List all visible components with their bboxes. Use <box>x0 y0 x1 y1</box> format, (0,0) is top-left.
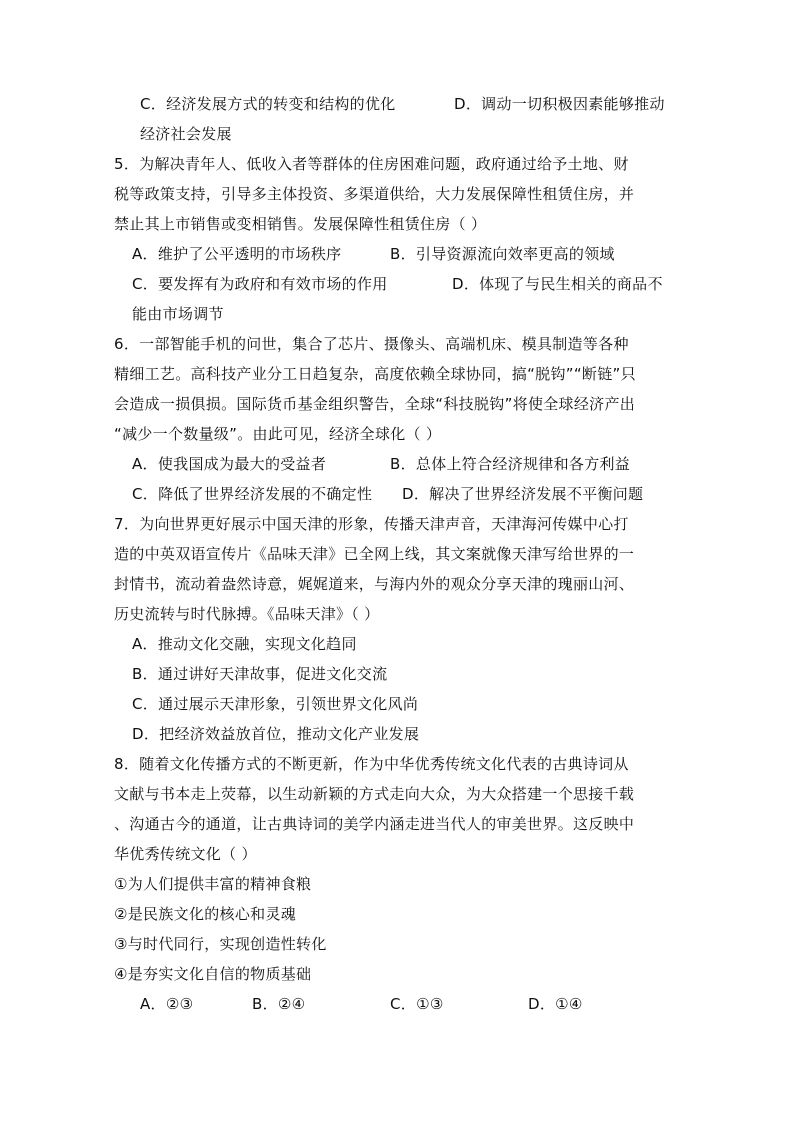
q8-option-b[interactable]: B．②④ <box>252 995 306 1013</box>
q5-option-b[interactable]: B．引导资源流向效率更高的领域 <box>390 245 615 263</box>
q4-option-d[interactable]: D．调动一切积极因素能够推动 <box>454 95 665 113</box>
q8-item-4: ④是夯实文化自信的物质基础 <box>114 965 312 983</box>
q8-stem-line-3: 、沟通古今的通道，让古典诗词的美学内涵走进当代人的审美世界。这反映中 <box>114 815 635 833</box>
q4-option-c[interactable]: C．经济发展方式的转变和结构的优化 <box>140 95 396 113</box>
q8-item-1: ①为人们提供丰富的精神食粮 <box>114 875 312 893</box>
q6-option-a[interactable]: A．使我国成为最大的受益者 <box>132 455 327 473</box>
q6-stem-line-2: 精细工艺。高科技产业分工日趋复杂，高度依赖全球协同，搞“脱钩”“断链”只 <box>114 365 636 383</box>
q5-option-d-continued: 能由市场调节 <box>132 305 224 323</box>
q5-stem-line-3: 禁止其上市销售或变相销售。发展保障性租赁住房（ ） <box>114 215 487 233</box>
q7-option-b[interactable]: B．通过讲好天津故事，促进文化交流 <box>132 665 388 683</box>
q6-stem-line-3: 会造成一损俱损。国际货币基金组织警告，全球“科技脱钩”将使全球经济产出 <box>114 395 636 413</box>
q5-stem-line-1: 5．为解决青年人、低收入者等群体的住房困难问题，政府通过给予土地、财 <box>114 155 629 173</box>
q8-item-3: ③与时代同行，实现创造性转化 <box>114 935 327 953</box>
q8-option-a[interactable]: A．②③ <box>140 995 194 1013</box>
q7-stem-line-2: 造的中英双语宣传片《品味天津》已全网上线，其文案就像天津写给世界的一 <box>114 545 635 563</box>
q7-option-c[interactable]: C．通过展示天津形象，引领世界文化风尚 <box>132 695 419 713</box>
q7-option-a[interactable]: A．推动文化交融，实现文化趋同 <box>132 635 357 653</box>
q6-option-b[interactable]: B．总体上符合经济规律和各方利益 <box>390 455 631 473</box>
q7-stem-line-3: 封情书，流动着盎然诗意，娓娓道来，与海内外的观众分享天津的瑰丽山河、 <box>114 575 635 593</box>
q7-option-d[interactable]: D．把经济效益放首位，推动文化产业发展 <box>132 725 420 743</box>
q8-item-2: ②是民族文化的核心和灵魂 <box>114 905 297 923</box>
q5-option-a[interactable]: A．维护了公平透明的市场秩序 <box>132 245 342 263</box>
q8-stem-line-4: 华优秀传统文化（ ） <box>114 845 257 863</box>
q8-stem-line-2: 文献与书本走上荧幕，以生动新颖的方式走向大众，为大众搭建一个思接千载 <box>114 785 635 803</box>
q6-option-c[interactable]: C．降低了世界经济发展的不确定性 <box>132 485 373 503</box>
q8-option-c[interactable]: C．①③ <box>390 995 444 1013</box>
q6-option-d[interactable]: D．解决了世界经济发展不平衡问题 <box>402 485 644 503</box>
q6-stem-line-1: 6．一部智能手机的问世，集合了芯片、摄像头、高端机床、模具制造等各种 <box>114 335 629 353</box>
q7-stem-line-1: 7．为向世界更好展示中国天津的形象，传播天津声音，天津海河传媒中心打 <box>114 515 629 533</box>
q5-option-c[interactable]: C．要发挥有为政府和有效市场的作用 <box>132 275 388 293</box>
q8-stem-line-1: 8．随着文化传播方式的不断更新，作为中华优秀传统文化代表的古典诗词从 <box>114 755 629 773</box>
q7-stem-line-4: 历史流转与时代脉搏。《品味天津》（ ） <box>114 605 380 623</box>
q6-stem-line-4: “减少一个数量级”。由此可见，经济全球化（ ） <box>114 425 442 443</box>
q5-stem-line-2: 税等政策支持，引导多主体投资、多渠道供给，大力发展保障性租赁住房，并 <box>114 185 635 203</box>
q5-option-d[interactable]: D．体现了与民生相关的商品不 <box>452 275 663 293</box>
q8-option-d[interactable]: D．①④ <box>528 995 583 1013</box>
q4-option-d-continued: 经济社会发展 <box>140 125 232 143</box>
